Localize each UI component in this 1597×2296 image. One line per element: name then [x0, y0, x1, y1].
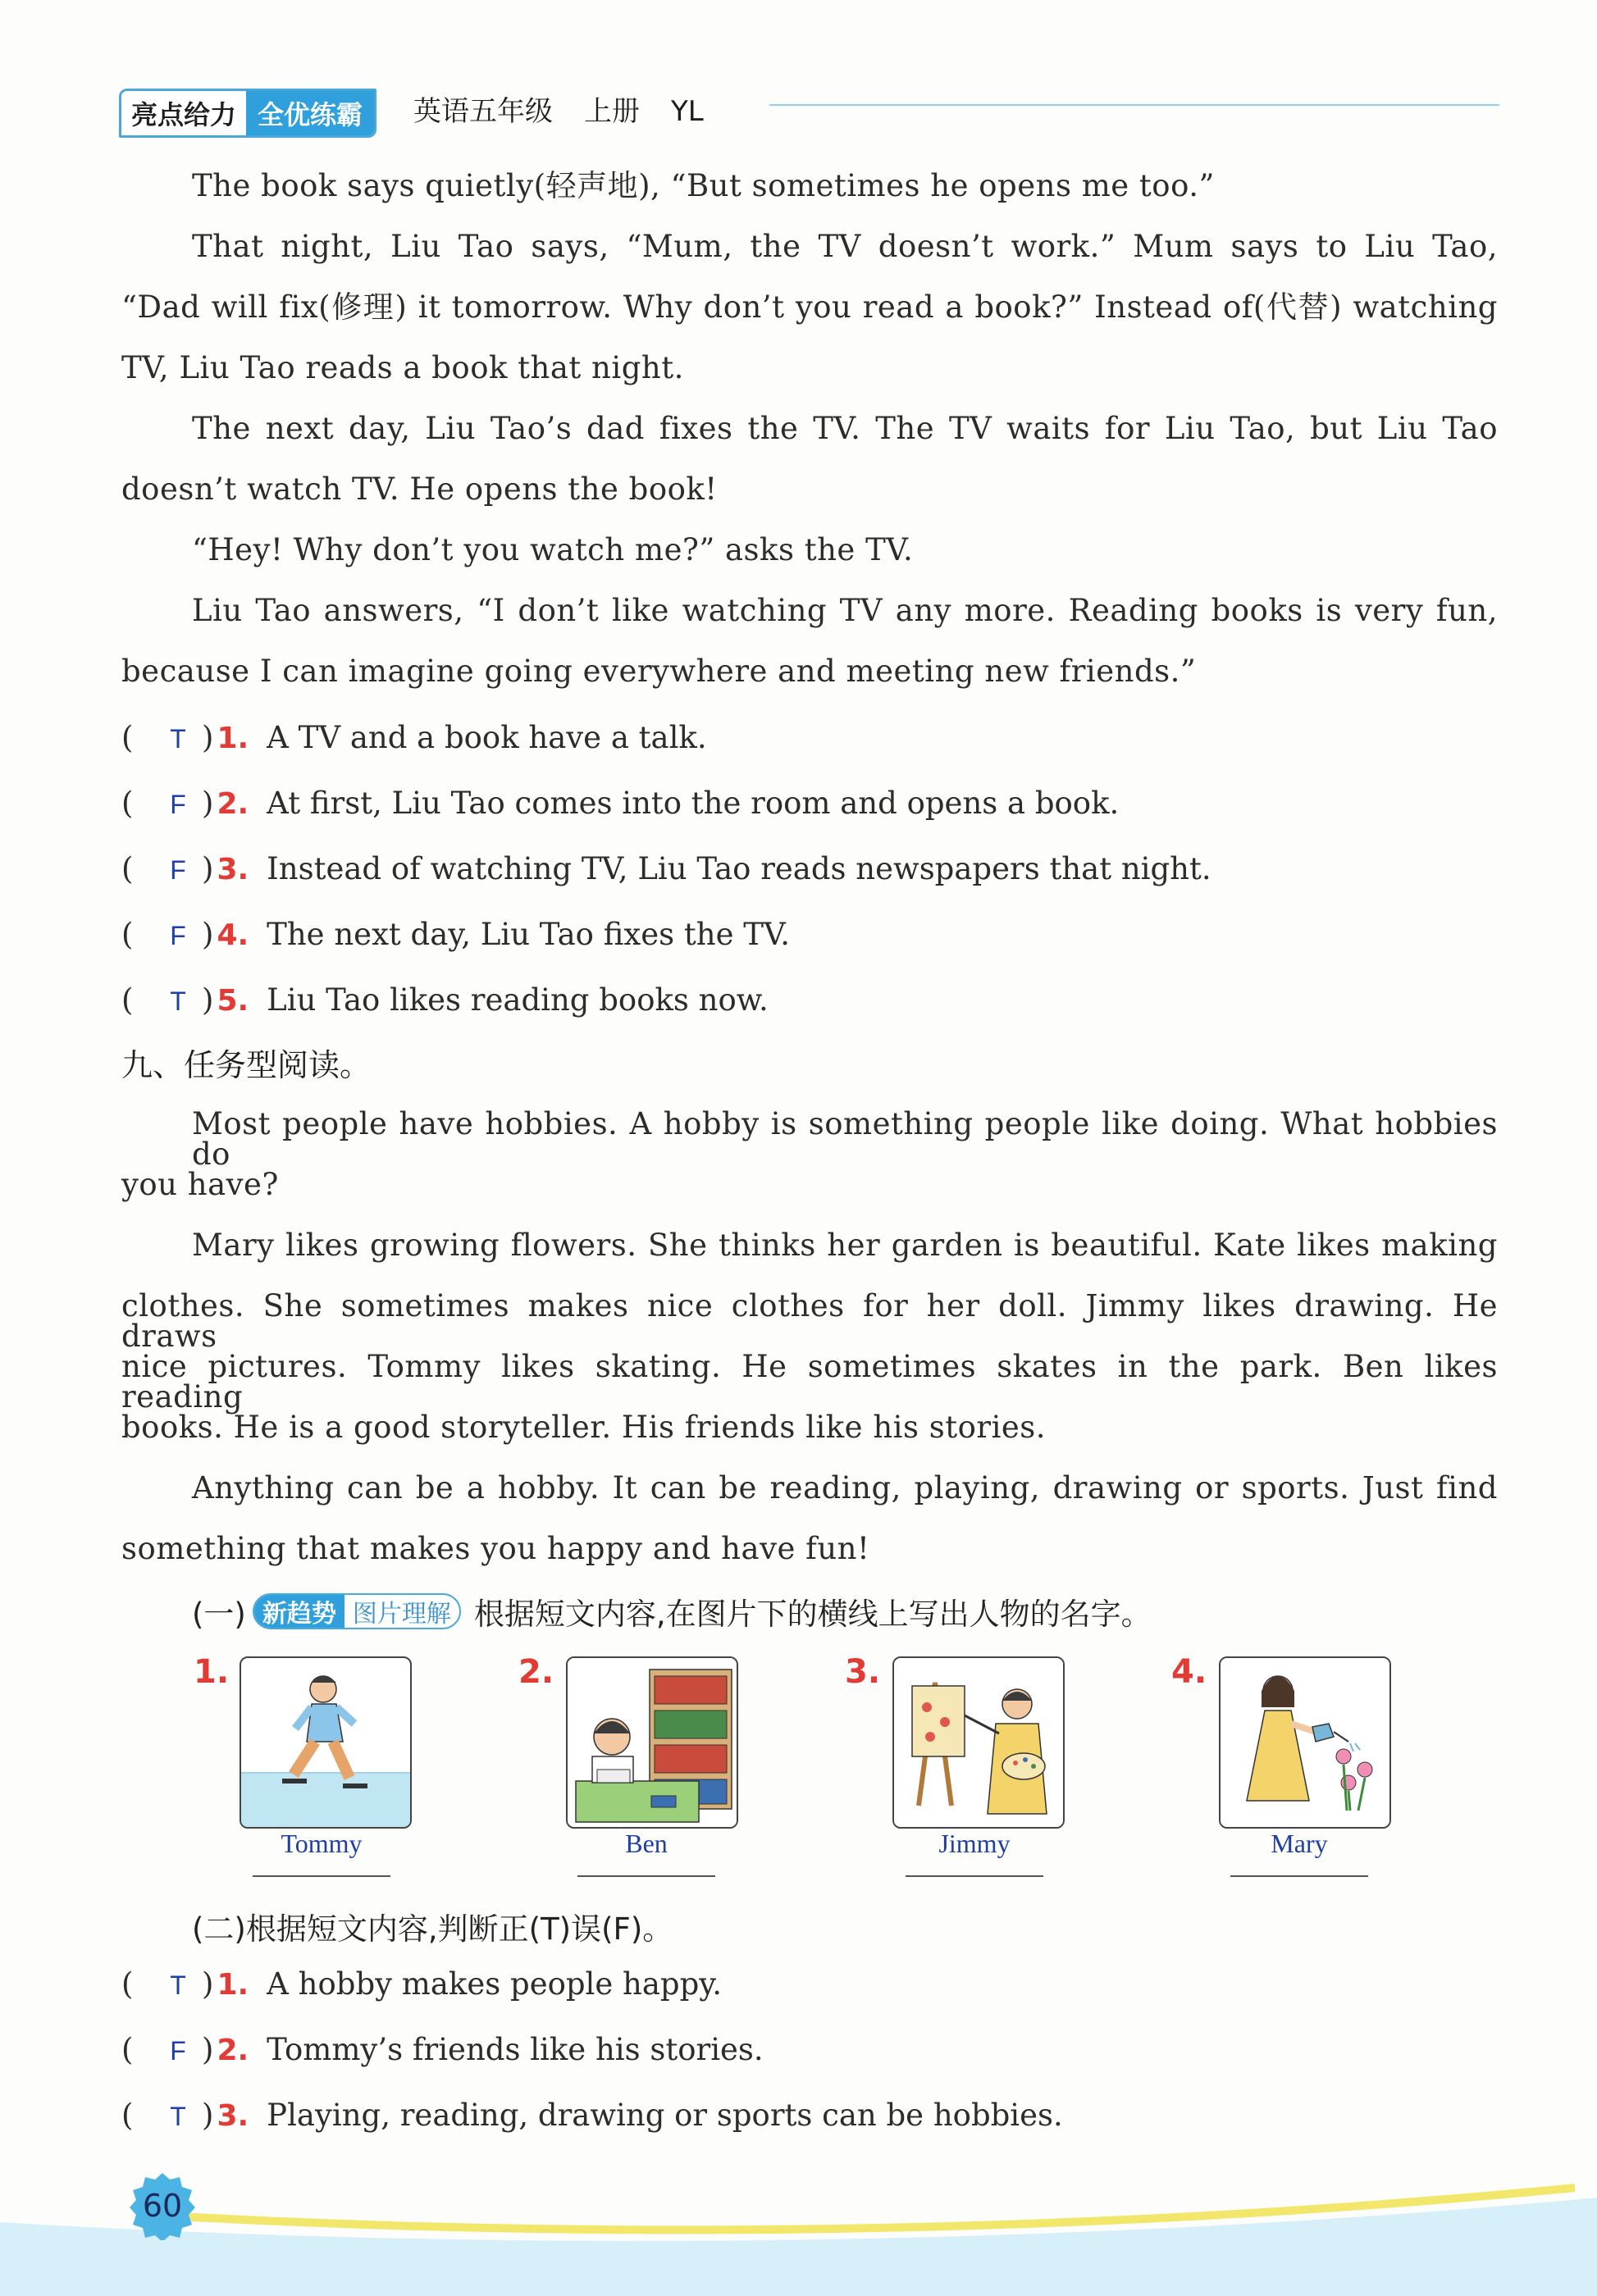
passage2-line: nice pictures. Tommy likes skating. He sometimes skates in the park. Ben likes reading: [121, 1349, 1498, 1414]
passage1-line: The next day, Liu Tao’s dad fixes the TV. The TV waits for Liu Tao, but Liu Tao: [192, 411, 1498, 446]
passage1-line: doesn’t watch TV. He opens the book!: [121, 472, 718, 507]
question-item: ( F ) 2. Tommy’s friends like his stories.: [121, 2032, 764, 2067]
header-divider: [769, 104, 1499, 106]
question-number: 3.: [217, 853, 249, 886]
watering-girl-icon: [1219, 1656, 1391, 1829]
skating-boy-icon: [240, 1656, 412, 1829]
answer-mark: F: [170, 855, 186, 885]
question-text: At first, Liu Tao comes into the room and opens a book.: [267, 786, 1120, 821]
passage2-line: something that makes you happy and have fun!: [121, 1531, 870, 1566]
header-edition: YL: [671, 95, 704, 128]
question-text: A TV and a book have a talk.: [267, 720, 707, 755]
question-item: ( T ) 1. A hobby makes people happy.: [121, 1966, 723, 2002]
question-text: The next day, Liu Tao fixes the TV.: [267, 917, 790, 952]
picture-name: Ben: [625, 1829, 668, 1858]
question-text: A hobby makes people happy.: [267, 1966, 723, 2002]
page-number: 60: [142, 2188, 183, 2224]
page-number-badge: [128, 2171, 197, 2240]
question-text: Liu Tao likes reading books now.: [267, 982, 769, 1018]
picture-name: Tommy: [281, 1829, 363, 1858]
picture-number: 3.: [845, 1653, 881, 1691]
part1-label: (一): [192, 1597, 246, 1632]
answer-mark: T: [170, 724, 186, 754]
trend-badge-right: 图片理解: [352, 1600, 451, 1629]
question-number: 1.: [217, 722, 249, 755]
question-number: 3.: [217, 2099, 249, 2133]
answer-mark: F: [170, 2036, 186, 2066]
question-number: 2.: [217, 2034, 249, 2067]
passage1-line: Liu Tao answers, “I don’t like watching TV any more. Reading books is very fun,: [192, 593, 1498, 628]
passage1-line: The book says quietly(轻声地), “But sometimes he opens me too.”: [192, 168, 1215, 203]
passage2-line: clothes. She sometimes makes nice clothes for her doll. Jimmy likes drawing. He draws: [121, 1288, 1498, 1354]
passage2-line: Anything can be a hobby. It can be reading, playing, drawing or sports. Just find: [192, 1470, 1498, 1506]
answer-mark: T: [170, 2102, 186, 2131]
question-text: Tommy’s friends like his stories.: [267, 2032, 764, 2067]
picture-name: Mary: [1271, 1829, 1328, 1858]
header-subject: 英语五年级: [413, 95, 553, 128]
passage2-line: books. He is a good storyteller. His friends like his stories.: [121, 1410, 1047, 1445]
part1-instruction: 根据短文内容,在图片下的横线上写出人物的名字。: [473, 1597, 1152, 1632]
answer-mark: T: [170, 1970, 186, 2000]
question-item: ( F ) 4. The next day, Liu Tao fixes the TV.: [121, 917, 790, 952]
passage2-line: Most people have hobbies. A hobby is something people like doing. What hobbies do: [192, 1106, 1498, 1172]
brand-right-text: 全优练霸: [246, 91, 374, 135]
question-item: ( F ) 3. Instead of watching TV, Liu Tao reads newspapers that night.: [121, 851, 1211, 886]
answer-underline: [906, 1875, 1043, 1877]
answer-underline: [253, 1875, 390, 1877]
answer-underline: [577, 1875, 715, 1877]
header-volume: 上册: [584, 95, 640, 128]
brand-left-text: 亮点给力: [121, 91, 246, 135]
question-item: ( F ) 2. At first, Liu Tao comes into the room and opens a book.: [121, 786, 1120, 821]
question-item: ( T ) 5. Liu Tao likes reading books now.: [121, 982, 769, 1018]
question-number: 1.: [217, 1968, 249, 2002]
passage1-line: TV, Liu Tao reads a book that night.: [121, 350, 684, 385]
picture-number: 4.: [1171, 1653, 1207, 1691]
question-number: 4.: [217, 918, 249, 952]
painting-boy-icon: [892, 1656, 1065, 1829]
passage2-line: Mary likes growing flowers. She thinks her garden is beautiful. Kate likes making: [192, 1228, 1498, 1263]
answer-mark: F: [170, 790, 186, 819]
question-item: ( T ) 3. Playing, reading, drawing or sports can be hobbies.: [121, 2098, 1063, 2133]
header-info: [413, 89, 735, 129]
answer-mark: F: [170, 921, 186, 950]
question-number: 5.: [217, 984, 249, 1018]
footer-wave: [0, 2165, 1597, 2296]
question-text: Instead of watching TV, Liu Tao reads newspapers that night.: [267, 851, 1211, 886]
brand-logo: [119, 89, 376, 138]
passage1-line: That night, Liu Tao says, “Mum, the TV doesn’t work.” Mum says to Liu Tao,: [192, 229, 1498, 264]
reading-boy-icon: [566, 1656, 738, 1829]
answer-mark: T: [170, 986, 186, 1016]
trend-badge: [253, 1593, 461, 1629]
part2-instruction: (二)根据短文内容,判断正(T)误(F)。: [192, 1911, 673, 1947]
passage2-line: you have?: [121, 1167, 279, 1202]
question-item: ( T ) 1. A TV and a book have a talk.: [121, 720, 707, 755]
passage1-line: “Dad will fix(修理) it tomorrow. Why don’t you read a book?” Instead of(代替) watching: [121, 289, 1498, 325]
question-text: Playing, reading, drawing or sports can be hobbies.: [267, 2098, 1063, 2133]
passage1-line: “Hey! Why don’t you watch me?” asks the TV.: [192, 532, 914, 567]
section-title: 九、任务型阅读。: [121, 1047, 372, 1083]
part1-instruction-row: [192, 1589, 1152, 1633]
picture-number: 2.: [518, 1653, 554, 1691]
picture-name: Jimmy: [938, 1829, 1011, 1858]
picture-number: 1.: [194, 1653, 230, 1691]
passage1-line: because I can imagine going everywhere and meeting new friends.”: [121, 654, 1197, 689]
trend-badge-left: 新趋势: [254, 1595, 344, 1628]
question-number: 2.: [217, 787, 249, 821]
answer-underline: [1230, 1875, 1368, 1877]
